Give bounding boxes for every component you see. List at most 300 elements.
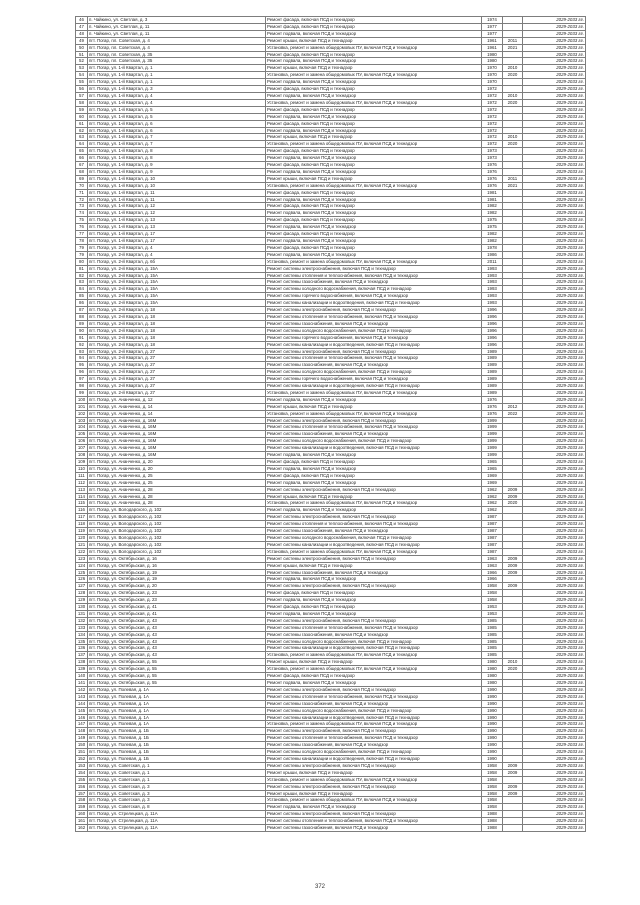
table-row bbox=[76, 514, 586, 521]
table-row bbox=[76, 534, 586, 541]
planned-period-cell: 2029-2033 гг. bbox=[523, 673, 586, 680]
address-cell: пгт. Погар, ул. 2-й Квартал, д. 18 bbox=[88, 327, 266, 334]
address-cell: п. Чайкино, ул. Светлая, д. 11 bbox=[88, 23, 266, 30]
planned-period-cell: 2029-2033 гг. bbox=[523, 417, 586, 424]
work-type-cell: Ремонт фасада, включая ПСД и технадзор bbox=[266, 162, 482, 169]
built-year-cell: 1962 bbox=[482, 500, 503, 507]
row-number: 68 bbox=[76, 168, 88, 175]
planned-period-cell: 2029-2033 гг. bbox=[523, 521, 586, 528]
address-cell: пгт. Погар, ул. Володарского, д. 102 bbox=[88, 541, 266, 548]
address-cell: пгт. Погар, ул. Ананченко, д. 14 bbox=[88, 403, 266, 410]
work-type-cell: Ремонт системы холодного водоснабжения, включая ПСД и технадзор bbox=[266, 638, 482, 645]
planned-period-cell: 2029-2033 гг. bbox=[523, 403, 586, 410]
work-type-cell: Ремонт системы газоснабжения, включая ПСД и технадзор bbox=[266, 528, 482, 535]
row-number: 160 bbox=[76, 811, 88, 818]
last-repair-year-cell: 2010 bbox=[503, 92, 523, 99]
last-repair-year-cell bbox=[503, 804, 523, 811]
planned-period-cell: 2029-2033 гг. bbox=[523, 44, 586, 51]
work-type-cell: Ремонт фасада, включая ПСД и технадзор bbox=[266, 217, 482, 224]
work-type-cell: Ремонт системы отопления и теплоснабжения, включая ПСД и технадзор bbox=[266, 272, 482, 279]
address-cell: п. Чайкино, ул. Светлая, д. 11 bbox=[88, 30, 266, 37]
table-row bbox=[76, 341, 586, 348]
row-number: 67 bbox=[76, 162, 88, 169]
built-year-cell: 1970 bbox=[482, 79, 503, 86]
address-cell: пгт. Погар, ул. Октябрьская, д. 55 bbox=[88, 673, 266, 680]
built-year-cell: 1990 bbox=[482, 721, 503, 728]
address-cell: пгт. Погар, ул. Ананченко, д. 12 bbox=[88, 396, 266, 403]
work-type-cell: Ремонт системы отопления и теплоснабжения, включая ПСД и технадзор bbox=[266, 355, 482, 362]
table-row bbox=[76, 251, 586, 258]
last-repair-year-cell bbox=[503, 327, 523, 334]
address-cell: пгт. Погар, ул. 1-й Квартал, д. 8 bbox=[88, 148, 266, 155]
work-type-cell: Ремонт подвала, включая ПСД и технадзор bbox=[266, 127, 482, 134]
row-number: 105 bbox=[76, 431, 88, 438]
built-year-cell: 1976 bbox=[482, 410, 503, 417]
last-repair-year-cell bbox=[503, 693, 523, 700]
planned-period-cell: 2029-2033 гг. bbox=[523, 196, 586, 203]
last-repair-year-cell bbox=[503, 23, 523, 30]
last-repair-year-cell bbox=[503, 196, 523, 203]
address-cell: пгт. Погар, ул. Советская, д. 1 bbox=[88, 776, 266, 783]
last-repair-year-cell bbox=[503, 258, 523, 265]
planned-period-cell: 2029-2033 гг. bbox=[523, 23, 586, 30]
last-repair-year-cell bbox=[503, 265, 523, 272]
planned-period-cell: 2029-2033 гг. bbox=[523, 604, 586, 611]
last-repair-year-cell bbox=[503, 714, 523, 721]
built-year-cell: 1990 bbox=[482, 700, 503, 707]
planned-period-cell: 2029-2033 гг. bbox=[523, 300, 586, 307]
planned-period-cell: 2029-2033 гг. bbox=[523, 376, 586, 383]
last-repair-year-cell bbox=[503, 638, 523, 645]
table-row bbox=[76, 548, 586, 555]
last-repair-year-cell bbox=[503, 341, 523, 348]
work-type-cell: Ремонт фасада, включая ПСД и технадзор bbox=[266, 590, 482, 597]
built-year-cell: 1996 bbox=[482, 320, 503, 327]
table-row bbox=[76, 376, 586, 383]
built-year-cell: 1976 bbox=[482, 162, 503, 169]
planned-period-cell: 2029-2033 гг. bbox=[523, 17, 586, 24]
last-repair-year-cell bbox=[503, 825, 523, 832]
work-type-cell: Установка, ремонт и замена общедомовых ПУ, включая ПСД и технадзор bbox=[266, 389, 482, 396]
work-type-cell: Ремонт системы газоснабжения, включая ПСД и технадзор bbox=[266, 431, 482, 438]
address-cell: пгт. Погар, ул. Ананченко, д. 16М bbox=[88, 438, 266, 445]
row-number: 132 bbox=[76, 617, 88, 624]
built-year-cell: 1989 bbox=[482, 389, 503, 396]
last-repair-year-cell bbox=[503, 452, 523, 459]
planned-period-cell: 2029-2033 гг. bbox=[523, 693, 586, 700]
row-number: 122 bbox=[76, 548, 88, 555]
table-row bbox=[76, 265, 586, 272]
row-number: 155 bbox=[76, 776, 88, 783]
planned-period-cell: 2029-2033 гг. bbox=[523, 590, 586, 597]
last-repair-year-cell bbox=[503, 417, 523, 424]
table-row bbox=[76, 631, 586, 638]
last-repair-year-cell bbox=[503, 58, 523, 65]
table-row bbox=[76, 217, 586, 224]
planned-period-cell: 2029-2033 гг. bbox=[523, 804, 586, 811]
planned-period-cell: 2029-2033 гг. bbox=[523, 231, 586, 238]
row-number: 92 bbox=[76, 341, 88, 348]
built-year-cell: 1977 bbox=[482, 23, 503, 30]
table-row bbox=[76, 610, 586, 617]
work-type-cell: Ремонт подвала, включая ПСД и технадзор bbox=[266, 804, 482, 811]
table-row bbox=[76, 666, 586, 673]
built-year-cell: 1969 bbox=[482, 479, 503, 486]
built-year-cell: 1963 bbox=[482, 555, 503, 562]
planned-period-cell: 2029-2033 гг. bbox=[523, 238, 586, 245]
work-type-cell: Установка, ремонт и замена общедомовых ПУ, включая ПСД и технадзор bbox=[266, 258, 482, 265]
table-row bbox=[76, 673, 586, 680]
planned-period-cell: 2029-2033 гг. bbox=[523, 265, 586, 272]
row-number: 72 bbox=[76, 196, 88, 203]
work-type-cell: Ремонт подвала, включая ПСД и технадзор bbox=[266, 113, 482, 120]
work-type-cell: Ремонт подвала, включая ПСД и технадзор bbox=[266, 576, 482, 583]
planned-period-cell: 2029-2033 гг. bbox=[523, 486, 586, 493]
table-row bbox=[76, 106, 586, 113]
work-type-cell: Ремонт крыши, включая ПСД и технадзор bbox=[266, 134, 482, 141]
planned-period-cell: 2029-2033 гг. bbox=[523, 569, 586, 576]
row-number: 88 bbox=[76, 313, 88, 320]
planned-period-cell: 2029-2033 гг. bbox=[523, 735, 586, 742]
table-row bbox=[76, 224, 586, 231]
row-number: 117 bbox=[76, 514, 88, 521]
table-row bbox=[76, 210, 586, 217]
table-row bbox=[76, 44, 586, 51]
table-row bbox=[76, 472, 586, 479]
work-type-cell: Ремонт системы отопления и теплоснабжения, включая ПСД и технадзор bbox=[266, 624, 482, 631]
table-row bbox=[76, 37, 586, 44]
last-repair-year-cell: 2020 bbox=[503, 500, 523, 507]
work-type-cell: Установка, ремонт и замена общедомовых ПУ, включая ПСД и технадзор bbox=[266, 797, 482, 804]
built-year-cell: 1972 bbox=[482, 106, 503, 113]
table-row bbox=[76, 113, 586, 120]
work-type-cell: Ремонт системы канализации и водоотведения, включая ПСД и технадзор bbox=[266, 300, 482, 307]
row-number: 108 bbox=[76, 452, 88, 459]
table-row bbox=[76, 541, 586, 548]
planned-period-cell: 2029-2033 гг. bbox=[523, 244, 586, 251]
planned-period-cell: 2029-2033 гг. bbox=[523, 548, 586, 555]
planned-period-cell: 2029-2033 гг. bbox=[523, 272, 586, 279]
row-number: 138 bbox=[76, 659, 88, 666]
work-type-cell: Ремонт системы отопления и теплоснабжения, включая ПСД и технадзор bbox=[266, 818, 482, 825]
address-cell: пгт. Погар, ул. Ананченко, д. 28 bbox=[88, 486, 266, 493]
planned-period-cell: 2029-2033 гг. bbox=[523, 811, 586, 818]
work-type-cell: Ремонт крыши, включая ПСД и технадзор bbox=[266, 769, 482, 776]
last-repair-year-cell bbox=[503, 465, 523, 472]
built-year-cell: 1996 bbox=[482, 327, 503, 334]
built-year-cell: 1974 bbox=[482, 17, 503, 24]
built-year-cell: 1972 bbox=[482, 127, 503, 134]
row-number: 61 bbox=[76, 120, 88, 127]
built-year-cell: 1972 bbox=[482, 92, 503, 99]
planned-period-cell: 2029-2033 гг. bbox=[523, 341, 586, 348]
planned-period-cell: 2029-2033 гг. bbox=[523, 617, 586, 624]
table-row bbox=[76, 790, 586, 797]
address-cell: пгт. Погар, ул. Ананченко, д. 28 bbox=[88, 500, 266, 507]
last-repair-year-cell bbox=[503, 673, 523, 680]
work-type-cell: Установка, ремонт и замена общедомовых ПУ, включая ПСД и технадзор bbox=[266, 44, 482, 51]
table-row bbox=[76, 162, 586, 169]
row-number: 125 bbox=[76, 569, 88, 576]
address-cell: пгт. Погар, ул. 2-й Квартал, д. 27 bbox=[88, 389, 266, 396]
row-number: 101 bbox=[76, 403, 88, 410]
row-number: 121 bbox=[76, 541, 88, 548]
work-type-cell: Ремонт системы отопления и теплоснабжения, включая ПСД и технадзор bbox=[266, 693, 482, 700]
table-row bbox=[76, 652, 586, 659]
address-cell: пгт. Погар, ул. Октябрьская, д. 20 bbox=[88, 583, 266, 590]
work-type-cell: Ремонт системы холодного водоснабжения, включая ПСД и технадзор bbox=[266, 327, 482, 334]
last-repair-year-cell bbox=[503, 300, 523, 307]
address-cell: пгт. Погар, ул. 2-й Квартал, д. 15А bbox=[88, 286, 266, 293]
row-number: 79 bbox=[76, 244, 88, 251]
last-repair-year-cell bbox=[503, 590, 523, 597]
built-year-cell: 1989 bbox=[482, 355, 503, 362]
planned-period-cell: 2029-2033 гг. bbox=[523, 320, 586, 327]
table-row bbox=[76, 307, 586, 314]
built-year-cell: 1966 bbox=[482, 569, 503, 576]
page-number: 372 bbox=[314, 884, 325, 890]
planned-period-cell: 2029-2033 гг. bbox=[523, 645, 586, 652]
last-repair-year-cell bbox=[503, 548, 523, 555]
last-repair-year-cell bbox=[503, 707, 523, 714]
address-cell: пгт. Погар, ул. 1-й Квартал, д. 8 bbox=[88, 155, 266, 162]
last-repair-year-cell bbox=[503, 389, 523, 396]
address-cell: пгт. Погар, ул. 2-й Квартал, д. 18 bbox=[88, 334, 266, 341]
last-repair-year-cell: 2011 bbox=[503, 175, 523, 182]
address-cell: пгт. Погар, ул. 2-й Квартал, д. 15А bbox=[88, 272, 266, 279]
built-year-cell: 1993 bbox=[482, 272, 503, 279]
table-row bbox=[76, 355, 586, 362]
address-cell: пгт. Погар, ул. 2-й Квартал, д. 27 bbox=[88, 376, 266, 383]
last-repair-year-cell: 2010 bbox=[503, 659, 523, 666]
row-number: 142 bbox=[76, 686, 88, 693]
address-cell: пгт. Погар, ул. 2-й Квартал, д. 27 bbox=[88, 383, 266, 390]
built-year-cell: 1990 bbox=[482, 749, 503, 756]
planned-period-cell: 2029-2033 гг. bbox=[523, 818, 586, 825]
work-type-cell: Установка, ремонт и замена общедомовых ПУ, включая ПСД и технадзор bbox=[266, 500, 482, 507]
table-row bbox=[76, 528, 586, 535]
planned-period-cell: 2029-2033 гг. bbox=[523, 79, 586, 86]
built-year-cell: 1962 bbox=[482, 493, 503, 500]
work-type-cell: Установка, ремонт и замена общедомовых ПУ, включая ПСД и технадзор bbox=[266, 548, 482, 555]
row-number: 103 bbox=[76, 417, 88, 424]
work-type-cell: Ремонт системы электроснабжения, включая ПСД и технадзор bbox=[266, 762, 482, 769]
built-year-cell: 1989 bbox=[482, 362, 503, 369]
address-cell: пгт. Погар, ул. Полевая, д. 1А bbox=[88, 686, 266, 693]
table-row bbox=[76, 818, 586, 825]
built-year-cell: 1990 bbox=[482, 728, 503, 735]
last-repair-year-cell bbox=[503, 313, 523, 320]
last-repair-year-cell bbox=[503, 127, 523, 134]
address-cell: пгт. Погар, ул. Полевая, д. 1Б bbox=[88, 735, 266, 742]
table-row bbox=[76, 327, 586, 334]
table-row bbox=[76, 555, 586, 562]
address-cell: пгт. Погар, ул. 1-й Квартал, д. 13 bbox=[88, 217, 266, 224]
address-cell: пгт. Погар, ул. Советская, д. 3 bbox=[88, 790, 266, 797]
work-type-cell: Ремонт системы газоснабжения, включая ПСД и технадзор bbox=[266, 279, 482, 286]
built-year-cell: 1973 bbox=[482, 155, 503, 162]
row-number: 48 bbox=[76, 30, 88, 37]
table-row bbox=[76, 272, 586, 279]
last-repair-year-cell bbox=[503, 286, 523, 293]
row-number: 91 bbox=[76, 334, 88, 341]
planned-period-cell: 2029-2033 гг. bbox=[523, 162, 586, 169]
row-number: 49 bbox=[76, 37, 88, 44]
table-row bbox=[76, 707, 586, 714]
table-row bbox=[76, 196, 586, 203]
work-type-cell: Ремонт подвала, включая ПСД и технадзор bbox=[266, 58, 482, 65]
table-row bbox=[76, 445, 586, 452]
planned-period-cell: 2029-2033 гг. bbox=[523, 576, 586, 583]
row-number: 79 bbox=[76, 251, 88, 258]
last-repair-year-cell bbox=[503, 334, 523, 341]
last-repair-year-cell bbox=[503, 680, 523, 687]
row-number: 139 bbox=[76, 666, 88, 673]
last-repair-year-cell bbox=[503, 541, 523, 548]
work-type-cell: Ремонт фасада, включая ПСД и технадзор bbox=[266, 203, 482, 210]
work-type-cell: Ремонт подвала, включая ПСД и технадзор bbox=[266, 479, 482, 486]
work-type-cell: Ремонт подвала, включая ПСД и технадзор bbox=[266, 610, 482, 617]
table-row bbox=[76, 486, 586, 493]
row-number: 145 bbox=[76, 707, 88, 714]
work-type-cell: Ремонт фасада, включая ПСД и технадзор bbox=[266, 51, 482, 58]
address-cell: пгт. Погар, ул. Октябрьская, д. 19 bbox=[88, 576, 266, 583]
table-row bbox=[76, 148, 586, 155]
row-number: 109 bbox=[76, 459, 88, 466]
table-row bbox=[76, 99, 586, 106]
planned-period-cell: 2029-2033 гг. bbox=[523, 686, 586, 693]
work-type-cell: Ремонт системы канализации и водоотведения, включая ПСД и технадзор bbox=[266, 541, 482, 548]
planned-period-cell: 2029-2033 гг. bbox=[523, 624, 586, 631]
address-cell: пгт. Погар, ул. Полевая, д. 1Б bbox=[88, 755, 266, 762]
row-number: 114 bbox=[76, 493, 88, 500]
table-row bbox=[76, 700, 586, 707]
row-number: 106 bbox=[76, 438, 88, 445]
address-cell: пгт. Погар, ул. Полевая, д. 1Б bbox=[88, 742, 266, 749]
address-cell: пгт. Погар, ул. 2-й Квартал, д. 15А bbox=[88, 300, 266, 307]
built-year-cell: 1958 bbox=[482, 769, 503, 776]
table-row bbox=[76, 203, 586, 210]
row-number: 146 bbox=[76, 714, 88, 721]
work-type-cell: Ремонт подвала, включая ПСД и технадзор bbox=[266, 79, 482, 86]
built-year-cell: 1970 bbox=[482, 72, 503, 79]
table-row bbox=[76, 693, 586, 700]
work-type-cell: Ремонт системы газоснабжения, включая ПСД и технадзор bbox=[266, 569, 482, 576]
last-repair-year-cell bbox=[503, 459, 523, 466]
work-type-cell: Ремонт крыши, включая ПСД и технадзор bbox=[266, 659, 482, 666]
built-year-cell: 1993 bbox=[482, 300, 503, 307]
row-number: 147 bbox=[76, 721, 88, 728]
table-row bbox=[76, 182, 586, 189]
built-year-cell: 1963 bbox=[482, 562, 503, 569]
built-year-cell: 1972 bbox=[482, 141, 503, 148]
row-number: 157 bbox=[76, 790, 88, 797]
work-type-cell: Ремонт системы отопления и теплоснабжения, включая ПСД и технадзор bbox=[266, 735, 482, 742]
table-row bbox=[76, 749, 586, 756]
work-type-cell: Установка, ремонт и замена общедомовых ПУ, включая ПСД и технадзор bbox=[266, 72, 482, 79]
planned-period-cell: 2029-2033 гг. bbox=[523, 555, 586, 562]
planned-period-cell: 2029-2033 гг. bbox=[523, 120, 586, 127]
address-cell: пгт. Погар, ул. Ананченко, д. 25 bbox=[88, 472, 266, 479]
table-row bbox=[76, 79, 586, 86]
row-number: 158 bbox=[76, 797, 88, 804]
table-row bbox=[76, 680, 586, 687]
built-year-cell: 1976 bbox=[482, 182, 503, 189]
table-row bbox=[76, 51, 586, 58]
planned-period-cell: 2029-2033 гг. bbox=[523, 514, 586, 521]
row-number: 81 bbox=[76, 265, 88, 272]
address-cell: пгт. Погар, пл. Советская, д. 35 bbox=[88, 58, 266, 65]
last-repair-year-cell bbox=[503, 610, 523, 617]
last-repair-year-cell bbox=[503, 528, 523, 535]
last-repair-year-cell: 2009 bbox=[503, 762, 523, 769]
planned-period-cell: 2029-2033 гг. bbox=[523, 51, 586, 58]
last-repair-year-cell: 2009 bbox=[503, 486, 523, 493]
table-row bbox=[76, 72, 586, 79]
built-year-cell: 1988 bbox=[482, 811, 503, 818]
planned-period-cell: 2029-2033 гг. bbox=[523, 396, 586, 403]
row-number: 89 bbox=[76, 320, 88, 327]
last-repair-year-cell bbox=[503, 438, 523, 445]
last-repair-year-cell bbox=[503, 106, 523, 113]
address-cell: пгт. Погар, ул. Октябрьская, д. 55 bbox=[88, 680, 266, 687]
address-cell: пгт. Погар, ул. Полевая, д. 1Б bbox=[88, 728, 266, 735]
work-type-cell: Ремонт подвала, включая ПСД и технадзор bbox=[266, 155, 482, 162]
row-number: 78 bbox=[76, 238, 88, 245]
work-type-cell: Ремонт системы канализации и водоотведения, включая ПСД и технадзор bbox=[266, 755, 482, 762]
built-year-cell: 1980 bbox=[482, 58, 503, 65]
address-cell: пгт. Погар, ул. Октябрьская, д. 55 bbox=[88, 666, 266, 673]
address-cell: пгт. Погар, ул. 2-й Квартал, д. 18 bbox=[88, 341, 266, 348]
work-type-cell: Ремонт системы горячего водоснабжения, включая ПСД и технадзор bbox=[266, 376, 482, 383]
last-repair-year-cell bbox=[503, 362, 523, 369]
planned-period-cell: 2029-2033 гг. bbox=[523, 659, 586, 666]
last-repair-year-cell: 2012 bbox=[503, 403, 523, 410]
built-year-cell: 1972 bbox=[482, 86, 503, 93]
address-cell: пгт. Погар, ул. Советская, д. 1 bbox=[88, 769, 266, 776]
address-cell: пгт. Погар, ул. Ананченко, д. 28 bbox=[88, 493, 266, 500]
last-repair-year-cell bbox=[503, 534, 523, 541]
row-number: 73 bbox=[76, 203, 88, 210]
work-type-cell: Ремонт подвала, включая ПСД и технадзор bbox=[266, 168, 482, 175]
work-type-cell: Ремонт системы отопления и теплоснабжения, включая ПСД и технадзор bbox=[266, 521, 482, 528]
planned-period-cell: 2029-2033 гг. bbox=[523, 790, 586, 797]
work-type-cell: Ремонт системы холодного водоснабжения, включая ПСД и технадзор bbox=[266, 707, 482, 714]
planned-period-cell: 2029-2033 гг. bbox=[523, 459, 586, 466]
last-repair-year-cell bbox=[503, 168, 523, 175]
row-number: 123 bbox=[76, 555, 88, 562]
address-cell: пгт. Погар, ул. Ананченко, д. 14 bbox=[88, 410, 266, 417]
row-number: 150 bbox=[76, 742, 88, 749]
last-repair-year-cell bbox=[503, 217, 523, 224]
built-year-cell: 1996 bbox=[482, 307, 503, 314]
last-repair-year-cell bbox=[503, 700, 523, 707]
row-number: 100 bbox=[76, 396, 88, 403]
last-repair-year-cell: 2010 bbox=[503, 65, 523, 72]
last-repair-year-cell: 2009 bbox=[503, 569, 523, 576]
planned-period-cell: 2029-2033 гг. bbox=[523, 293, 586, 300]
last-repair-year-cell bbox=[503, 424, 523, 431]
planned-period-cell: 2029-2033 гг. bbox=[523, 30, 586, 37]
address-cell: пгт. Погар, пл. Советская, д. 35 bbox=[88, 51, 266, 58]
row-number: 96 bbox=[76, 369, 88, 376]
work-type-cell: Ремонт крыши, включая ПСД и технадзор bbox=[266, 790, 482, 797]
last-repair-year-cell bbox=[503, 818, 523, 825]
table-row bbox=[76, 604, 586, 611]
table-row bbox=[76, 348, 586, 355]
row-number: 80 bbox=[76, 258, 88, 265]
last-repair-year-cell bbox=[503, 86, 523, 93]
